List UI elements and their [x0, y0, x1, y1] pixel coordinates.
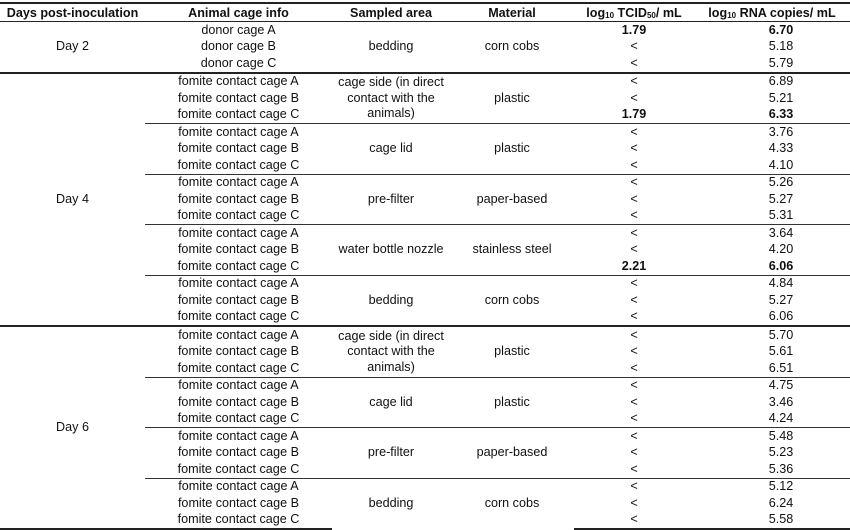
header-rna-sub: 10 [727, 10, 737, 20]
cage-info: fomite contact cage A [145, 377, 332, 394]
rna-value: 4.20 [768, 242, 794, 257]
cage-info: donor cage A [201, 22, 276, 37]
tcid-value: < [630, 495, 638, 510]
header-rna-unit: RNA copies/ mL [736, 5, 836, 20]
sampled-area [332, 225, 450, 276]
cage-info: fomite contact cage B [177, 191, 300, 206]
material: stainless steel [450, 225, 574, 276]
sampled-area [332, 124, 450, 175]
day-label: Day 4 [0, 73, 145, 327]
rna-value: 6.24 [768, 495, 794, 510]
rna-value: 5.26 [694, 174, 850, 191]
tcid-value: < [574, 275, 694, 292]
tcid-value: < [630, 39, 638, 54]
tcid-value: 1.79 [621, 107, 647, 122]
cage-info: fomite contact cage A [145, 275, 332, 292]
cage-info: fomite contact cage B [177, 344, 300, 359]
cage-info: donor cage C [200, 55, 277, 70]
tcid-value: < [574, 174, 694, 191]
rna-value: 4.84 [694, 275, 850, 292]
header-material: Material [450, 3, 574, 22]
cage-info: fomite contact cage C [177, 208, 300, 223]
tcid-value: < [630, 445, 638, 460]
rna-value: 5.12 [694, 478, 850, 495]
cage-info: fomite contact cage A [145, 73, 332, 91]
tcid-value: < [630, 208, 638, 223]
tcid-value: < [574, 124, 694, 141]
tcid-value: < [574, 428, 694, 445]
cage-info: fomite contact cage C [177, 461, 300, 476]
cage-info: fomite contact cage A [145, 478, 332, 495]
rna-value: 5.79 [768, 55, 794, 70]
sampled-area [332, 73, 450, 124]
cage-info: fomite contact cage A [145, 326, 332, 344]
rna-value: 6.06 [768, 309, 794, 324]
results-table [0, 2, 850, 530]
rna-value: 5.48 [694, 428, 850, 445]
material: plastic [450, 124, 574, 175]
cage-info: fomite contact cage B [177, 242, 300, 257]
cage-info: fomite contact cage C [177, 309, 300, 324]
rna-value: 4.24 [768, 411, 794, 426]
tcid-value: 2.21 [621, 258, 647, 273]
tcid-value: < [574, 512, 694, 530]
rna-value: 6.51 [768, 360, 794, 375]
tcid-value: < [630, 461, 638, 476]
rna-value: 5.21 [768, 90, 794, 105]
tcid-value: < [630, 157, 638, 172]
rna-value: 6.89 [694, 73, 850, 91]
material: corn cobs [450, 478, 574, 529]
sampled-area [332, 174, 450, 225]
sampled-area [332, 377, 450, 428]
header-tcid-log: log [586, 5, 606, 20]
table-row [0, 73, 850, 91]
tcid-value: < [630, 411, 638, 426]
rna-value: 4.33 [768, 141, 794, 156]
cage-info: fomite contact cage C [177, 258, 300, 273]
tcid-value: < [630, 55, 638, 70]
rna-value: 6.06 [768, 258, 794, 273]
cage-info: fomite contact cage B [177, 292, 300, 307]
tcid-value: < [630, 360, 638, 375]
rna-value: 5.58 [694, 512, 850, 530]
cage-info: fomite contact cage B [177, 394, 300, 409]
cage-info: fomite contact cage C [177, 157, 300, 172]
cage-info: fomite contact cage B [177, 90, 300, 105]
rna-value: 5.70 [694, 326, 850, 344]
cage-info: fomite contact cage A [145, 428, 332, 445]
rna-value: 5.18 [768, 39, 794, 54]
tcid-value: < [630, 191, 638, 206]
sampled-area [332, 428, 450, 479]
rna-value: 3.46 [768, 394, 794, 409]
sampled-area-text: bedding [368, 39, 414, 53]
sampled-area-text: pre-filter [367, 445, 415, 459]
sampled-area-text: pre-filter [367, 191, 415, 206]
header-area: Sampled area [332, 3, 450, 22]
sampled-area [332, 275, 450, 326]
sampled-area [332, 326, 450, 377]
cage-info: fomite contact cage B [177, 495, 300, 510]
tcid-value: < [630, 309, 638, 324]
day-label: Day 2 [0, 22, 145, 73]
header-cage: Animal cage info [145, 3, 332, 22]
header-days: Days post-inoculation [0, 3, 145, 22]
material: paper-based [450, 428, 574, 479]
day-label: Day 6 [0, 326, 145, 529]
cage-info: fomite contact cage C [145, 512, 332, 530]
rna-value: 5.31 [768, 208, 794, 223]
rna-value: 4.10 [768, 157, 794, 172]
material: corn cobs [484, 39, 540, 54]
tcid-value: 1.79 [621, 22, 647, 37]
rna-value: 3.76 [694, 124, 850, 141]
header-rna-log: log [708, 5, 728, 20]
tcid-value: < [574, 478, 694, 495]
rna-value: 4.75 [694, 377, 850, 394]
table-body [0, 22, 850, 530]
sampled-area [332, 478, 450, 529]
sampled-area-text: bedding [368, 496, 414, 510]
tcid-value: < [574, 326, 694, 344]
tcid-value: < [630, 394, 638, 409]
rna-value: 6.33 [768, 107, 794, 122]
cage-info: fomite contact cage C [177, 107, 300, 122]
material: plastic [450, 377, 574, 428]
header-tcid-unit: / mL [655, 5, 682, 20]
cage-info: fomite contact cage B [177, 141, 300, 156]
table-row [0, 326, 850, 344]
cage-info: fomite contact cage A [145, 124, 332, 141]
tcid-value: < [630, 90, 638, 105]
rna-value: 5.36 [768, 461, 794, 476]
table-row [0, 22, 850, 39]
header-tcid-name: TCID [614, 5, 647, 20]
material: paper-based [450, 174, 574, 225]
header-rna [694, 3, 850, 22]
tcid-value: < [630, 344, 638, 359]
rna-value: 5.61 [768, 344, 794, 359]
sampled-area-text: cage side (in direct contact with the animals) [338, 75, 444, 120]
rna-value: 5.27 [768, 292, 794, 307]
header-tcid-sub: 10 [605, 10, 615, 20]
sampled-area [332, 22, 450, 73]
tcid-value: < [630, 242, 638, 257]
cage-info: fomite contact cage C [177, 411, 300, 426]
sampled-area-text: cage side (in direct contact with the animals) [338, 328, 444, 374]
material: plastic [450, 326, 574, 377]
rna-value: 6.70 [768, 22, 794, 37]
cage-info: fomite contact cage B [177, 445, 300, 460]
cage-info: fomite contact cage C [177, 360, 300, 375]
tcid-value: < [574, 225, 694, 242]
rna-value: 3.64 [694, 225, 850, 242]
tcid-value: < [630, 141, 638, 156]
sampled-area-text: cage lid [369, 141, 413, 155]
tcid-value: < [630, 292, 638, 307]
sampled-area-text: bedding [368, 292, 414, 307]
cage-info: donor cage B [201, 39, 276, 54]
header-row [0, 3, 850, 22]
tcid-value: < [574, 73, 694, 91]
rna-value: 5.23 [768, 445, 794, 460]
tcid-value: < [574, 377, 694, 394]
material: corn cobs [450, 275, 574, 326]
cage-info: fomite contact cage A [145, 174, 332, 191]
cage-info: fomite contact cage A [145, 225, 332, 242]
header-tcid-sub50: 50 [646, 10, 656, 20]
header-tcid [574, 3, 694, 22]
rna-value: 5.27 [768, 191, 794, 206]
sampled-area-text: cage lid [369, 394, 413, 409]
material: plastic [450, 73, 574, 124]
sampled-area-text: water bottle nozzle [338, 242, 444, 256]
